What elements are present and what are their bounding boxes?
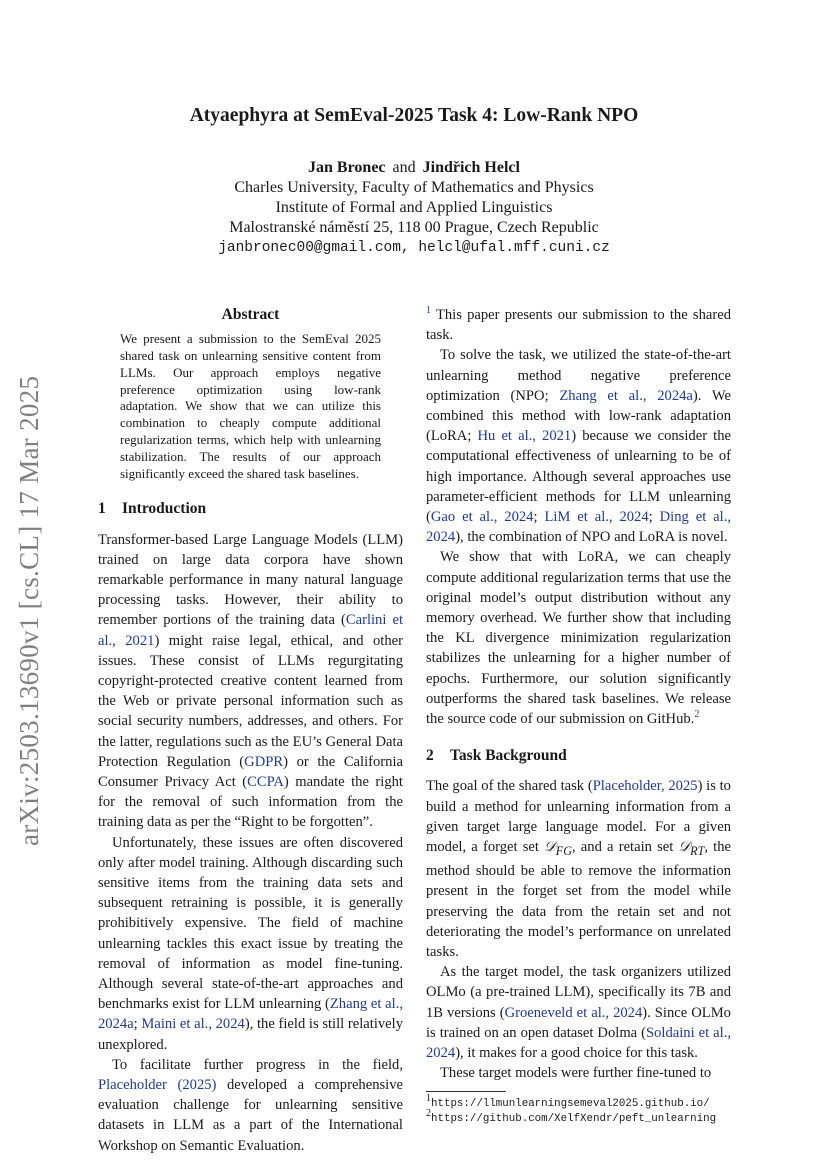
math-symbol: 𝒟 — [678, 839, 691, 856]
author-names — [0, 158, 828, 178]
background-paragraph-2 — [426, 962, 731, 1063]
citation-link[interactable]: Placeholder, 2025 — [592, 778, 698, 795]
background-paragraph-1 — [426, 776, 731, 962]
footnote-mark-2[interactable]: 2 — [694, 709, 700, 721]
section-1-title: Introduction — [122, 500, 207, 518]
intro-paragraph-5 — [426, 547, 731, 729]
text-run: ), the field is still relatively unexplored. — [98, 1016, 403, 1053]
section-1-number: 1 — [98, 500, 106, 518]
forget-set-symbol — [544, 839, 572, 858]
citation-link[interactable]: LiM et al., 2024 — [544, 509, 649, 526]
arxiv-stamp-text: arXiv:2503.13690v1 [cs.CL] 17 Mar 2025 — [14, 375, 44, 846]
arxiv-stamp — [4, 360, 48, 850]
footnote-url-link[interactable]: https://github.com/XelfXendr/peft_unlearning — [431, 1113, 717, 1126]
text-run: This paper presents our submission to the shared task. — [426, 307, 731, 344]
citation-link[interactable]: Soldaini et al., 2024 — [426, 1024, 732, 1062]
section-2-number: 2 — [426, 747, 434, 765]
retain-set-symbol — [678, 839, 705, 858]
citation-link[interactable]: Zhang et al., 2024a — [98, 996, 403, 1033]
intro-paragraph-2 — [98, 833, 403, 1055]
affiliation-2: Institute of Formal and Applied Linguistics — [275, 199, 553, 216]
text-run: , the method should be able to remove the information present in the forget set from the model while preserving the data from the retain set and not deteriorating the model’s performance on unrelated tasks. — [426, 839, 731, 960]
author-1: Jan Bronec — [308, 159, 386, 176]
address: Malostranské náměstí 25, 118 00 Prague, Czech Republic — [229, 219, 599, 236]
author-block — [0, 158, 828, 258]
text-run: ) because we consider the computational effectiveness of unlearning to be of high importance. Although several approaches use parameter-efficient methods for LLM unlearning ( — [426, 428, 731, 526]
citation-link[interactable]: Hu et al., 2021 — [477, 428, 572, 445]
section-2-heading — [426, 746, 731, 766]
intro-paragraph-4 — [426, 345, 731, 547]
text-run: ; — [533, 509, 545, 526]
affiliation-1: Charles University, Faculty of Mathematics and Physics — [234, 179, 594, 196]
text-run: ) or the California Consumer Privacy Act ( — [98, 753, 403, 791]
intro-paragraph-3-cont — [426, 305, 731, 345]
intro-paragraph-1 — [98, 530, 403, 833]
footnote-number: 2 — [426, 1108, 431, 1120]
text-run: ). Since OLMo is trained on an open dataset Dolma ( — [426, 1004, 731, 1041]
text-run: ) might raise legal, ethical, and other issues. These consist of LLMs regurgitating copyright-protected creative content learned from the Web or private personal information such as social security numbers, addresses, and others. For the latter, regulations such as the EU’s General Data Protection Regulation ( — [98, 632, 403, 770]
background-paragraph-3: These target models were further fine-tuned to — [440, 1065, 712, 1082]
text-run: , and a retain set — [571, 839, 679, 856]
footnote-mark-1[interactable]: 1 — [426, 305, 431, 317]
footnote-divider — [426, 1091, 506, 1092]
citation-link[interactable]: Gao et al., 2024 — [430, 509, 534, 526]
right-column — [426, 305, 731, 1126]
text-run: As the target model, the task organizers utilized OLMo (a pre-trained LLM), specifically its 7B and 1B versions ( — [426, 964, 731, 1021]
text-run: ), it makes for a good choice for this task. — [455, 1045, 698, 1062]
gdpr-link[interactable]: GDPR — [244, 753, 284, 770]
text-run: The goal of the shared task ( — [426, 778, 593, 795]
author-2: Jindřich Helcl — [422, 159, 520, 176]
text-run: Transformer-based Large Language Models (LLM) trained on large data corpora have shown remarkable performance in many natural language processing tasks. However, their ability to remember portions of the training data ( — [98, 531, 403, 629]
math-subscript: RT — [690, 843, 705, 858]
ccpa-link[interactable]: CCPA — [247, 774, 284, 791]
citation-link[interactable]: Groeneveld et al., 2024 — [504, 1004, 643, 1021]
footnote-number: 1 — [426, 1093, 431, 1105]
citation-link[interactable]: Ding et al., 2024 — [426, 509, 731, 546]
text-run: developed a comprehensive evaluation challenge for unlearning sensitive datasets in LLM as a part of the International Workshop on Semantic Evaluation. — [98, 1077, 403, 1154]
abstract-heading: Abstract — [221, 306, 280, 323]
section-2-title: Task Background — [450, 747, 567, 765]
text-run: ; — [648, 509, 660, 526]
text-run: To solve the task, we utilized the state-of-the-art unlearning method negative preference optimization (NPO; — [426, 347, 731, 404]
text-run: Unfortunately, these issues are often discovered only after model training. Although discarding such sensitive items from the training data sets and subsequent retraining is possible, it is generally prohibitively expensive. The field of machine unlearning tackles this exact issue by treating the removal of information as model fine-tuning. Although several state-of-the-art approaches and benchmarks exist for LLM unlearning ( — [98, 834, 403, 1013]
text-run: ), the combination of NPO and LoRA is novel. — [455, 529, 728, 546]
text-run: ). We combined this method with low-rank adaptation (LoRA; — [426, 387, 731, 445]
author-and: and — [392, 159, 416, 176]
footnote-url-link[interactable]: https://llmunlearningsemeval2025.github.io/ — [431, 1098, 710, 1111]
text-run: To facilitate further progress in the field, — [112, 1056, 403, 1073]
text-run: ) is to build a method for unlearning information from a given target large language model. For a given model, a forget set — [426, 778, 731, 856]
math-subscript: FG — [555, 843, 572, 858]
text-run: We show that with LoRA, we can cheaply compute additional regularization terms that use the original model’s output distribution without any memory overhead. We further show that including the KL divergence minimization regularization stabilizes the unlearning for a higher number of epochs. Furthermore, our solution significantly outperforms the shared task baselines. We release the source code of our submission on GitHub. — [426, 549, 731, 728]
citation-link[interactable]: Carlini et al., 2021 — [98, 612, 403, 649]
citation-link[interactable]: Placeholder (2025) — [98, 1077, 217, 1094]
footnote-1 — [426, 1093, 731, 1111]
citation-link[interactable]: Maini et al., 2024 — [141, 1016, 245, 1033]
footnote-2 — [426, 1108, 731, 1126]
text-run: ) mandate the right for the removal of such information from the training data as per the “Right to be forgotten”. — [98, 774, 403, 831]
abstract-body: We present a submission to the SemEval 2025 shared task on unlearning sensitive content from LLMs. Our approach employs negative preference optimization using low-rank adaptation. We show that we can utilize this combination to cheaply compute additional regularization terms, which help with unlearning stabilization. The results of our approach significantly exceed the shared task baselines. — [120, 331, 381, 481]
intro-paragraph-3 — [98, 1055, 403, 1156]
text-run: ; — [133, 1016, 142, 1033]
citation-link[interactable]: Zhang et al., 2024a — [559, 387, 693, 404]
section-1-heading — [98, 499, 403, 519]
math-symbol: 𝒟 — [544, 839, 556, 856]
author-emails: janbronec00@gmail.com, helcl@ufal.mff.cuni.cz — [218, 240, 610, 256]
paper-title: Atyaephyra at SemEval-2025 Task 4: Low-Rank NPO — [189, 105, 639, 126]
left-column — [98, 305, 403, 1156]
